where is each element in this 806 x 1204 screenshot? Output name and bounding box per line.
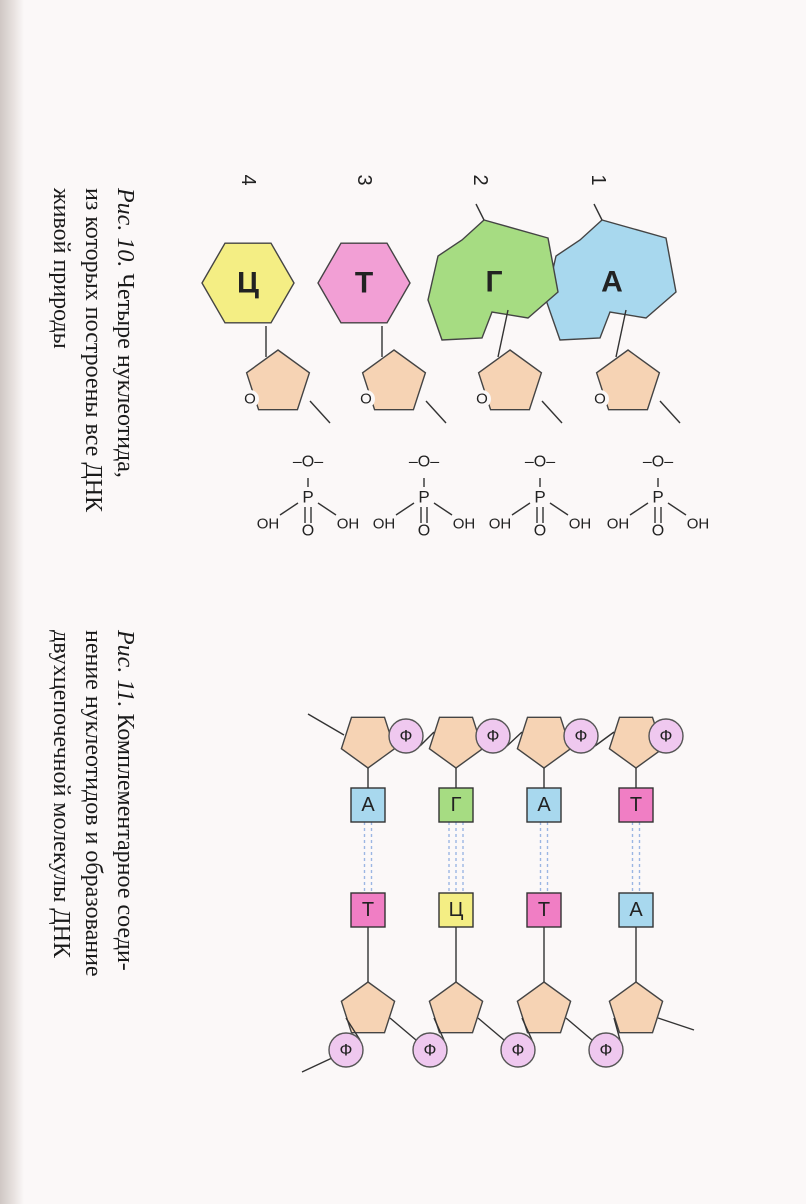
nucleotide-4-number: 4	[237, 174, 259, 186]
pair-3-left-sugar	[429, 717, 482, 768]
nucleotide-1-ring-oxygen: O	[594, 390, 606, 408]
right-backbone-bond-up-4	[390, 1018, 416, 1040]
nucleotide-4-base-letter: Ц	[237, 266, 259, 300]
nucleotide-1-p-oh-bond-1	[668, 503, 686, 515]
nucleotide-2-base-stub	[476, 204, 484, 220]
nucleotide-3-ring-oxygen: O	[360, 390, 372, 408]
nucleotide-4-phosphorus: P	[302, 487, 314, 507]
nucleotide-3-double-oxygen: O	[417, 522, 431, 540]
left-strand-end	[308, 714, 344, 735]
nucleotide-2-hydroxyl-2: OH	[488, 515, 512, 533]
nucleotide-3-p-oh-bond-2	[396, 503, 414, 515]
pair-4-left-sugar	[341, 717, 394, 768]
figure-10-caption-line-2: из которых построены все ДНК	[80, 188, 106, 513]
left-phosphate-label-1: Ф	[659, 726, 673, 746]
right-phosphate-label-1: Ф	[599, 1040, 613, 1060]
nucleotide-2-p-oh-bond-2	[512, 503, 530, 515]
nucleotide-2-base-letter: Г	[485, 265, 503, 299]
pair-2-right-base-letter: Т	[537, 899, 551, 921]
right-strand-end	[658, 1018, 694, 1030]
nucleotide-3-phosphorus: P	[418, 487, 430, 507]
nucleotide-4-ring-oxygen: O	[244, 390, 256, 408]
nucleotide-2-phosphate-link: –O–	[524, 453, 556, 471]
nucleotide-1-phosphorus: P	[652, 487, 664, 507]
nucleotide-4-hydroxyl-1: OH	[336, 515, 360, 533]
nucleotide-4-p-oh-bond-1	[318, 503, 336, 515]
nucleotide-3-p-oh-bond-1	[434, 503, 452, 515]
nucleotide-2-glycosidic-bond	[498, 310, 508, 357]
left-phosphate-label-2: Ф	[574, 726, 588, 746]
right-phosphate-label-2: Ф	[511, 1040, 525, 1060]
pair-4-right-base-letter: Т	[361, 899, 375, 921]
nucleotide-1-phosphate-link: –O–	[642, 453, 674, 471]
nucleotide-3-base-letter: Т	[354, 266, 374, 300]
pair-3-left-base-letter: Г	[450, 794, 462, 816]
pair-2-left-sugar	[517, 717, 570, 768]
pair-1-left-base-letter: Т	[629, 794, 643, 816]
nucleotide-1-base-letter: А	[601, 265, 623, 299]
nucleotide-1-p-oh-bond-2	[630, 503, 648, 515]
left-phosphate-label-3: Ф	[486, 726, 500, 746]
figure-10-caption	[45, 188, 141, 628]
nucleotide-2-number: 2	[469, 174, 491, 186]
nucleotide-2-phosphorus: P	[534, 487, 546, 507]
right-backbone-bond-up-2	[566, 1018, 592, 1040]
nucleotide-1-hydroxyl-2: OH	[606, 515, 630, 533]
nucleotide-3-number: 3	[353, 174, 375, 186]
figure-11-caption-line-3: двухцепочечной молекулы ДНК	[48, 630, 74, 958]
nucleotide-4-p-oh-bond-2	[280, 503, 298, 515]
figure-11-label: Рис. 11.	[112, 630, 138, 708]
nucleotide-4-c5-bond	[310, 401, 330, 423]
figure-10-label: Рис. 10.	[112, 188, 138, 268]
nucleotide-1-double-oxygen: O	[651, 522, 665, 540]
nucleotide-4-double-oxygen: O	[301, 522, 315, 540]
nucleotide-3-phosphate-link: –O–	[408, 453, 440, 471]
pair-4-right-sugar	[341, 982, 394, 1033]
nucleotide-3-hydroxyl-1: OH	[452, 515, 476, 533]
figure-11-caption	[45, 630, 141, 1150]
nucleotide-1-number: 1	[587, 174, 609, 186]
figure-10-caption-line-3: живой природы	[48, 188, 74, 349]
nucleotide-4-hydroxyl-2: OH	[256, 515, 280, 533]
nucleotide-1-base-stub	[594, 204, 602, 220]
figure-10-caption-line-1: Четыре нуклеотида,	[112, 273, 138, 478]
right-backbone-bond-up-3	[478, 1018, 504, 1040]
right-phosphate-label-4: Ф	[339, 1040, 353, 1060]
pair-4-left-base-letter: А	[361, 794, 375, 816]
nucleotide-4-phosphate-link: –O–	[292, 453, 324, 471]
nucleotide-2-double-oxygen: O	[533, 522, 547, 540]
nucleotide-3-hydroxyl-2: OH	[372, 515, 396, 533]
pair-3-right-base-letter: Ц	[448, 899, 464, 921]
pair-1-right-base-letter: А	[629, 899, 643, 921]
right-strand-tail	[302, 1058, 332, 1072]
nucleotide-2-ring-oxygen: O	[476, 390, 488, 408]
nucleotide-2-p-oh-bond-1	[550, 503, 568, 515]
nucleotide-2-hydroxyl-1: OH	[568, 515, 592, 533]
nucleotide-3-c5-bond	[426, 401, 446, 423]
pair-2-left-base-letter: А	[537, 794, 551, 816]
nucleotide-1-c5-bond	[660, 401, 680, 423]
nucleotide-1-glycosidic-bond	[616, 310, 626, 357]
nucleotide-1-hydroxyl-1: OH	[686, 515, 710, 533]
nucleotide-2-c5-bond	[542, 401, 562, 423]
figure-11-caption-line-1: Комплементарное соеди-	[112, 713, 138, 971]
right-phosphate-label-3: Ф	[423, 1040, 437, 1060]
pair-1-right-sugar	[609, 982, 662, 1033]
left-phosphate-label-4: Ф	[399, 726, 413, 746]
figure-11-caption-line-2: нение нуклеотидов и образование	[80, 630, 106, 977]
